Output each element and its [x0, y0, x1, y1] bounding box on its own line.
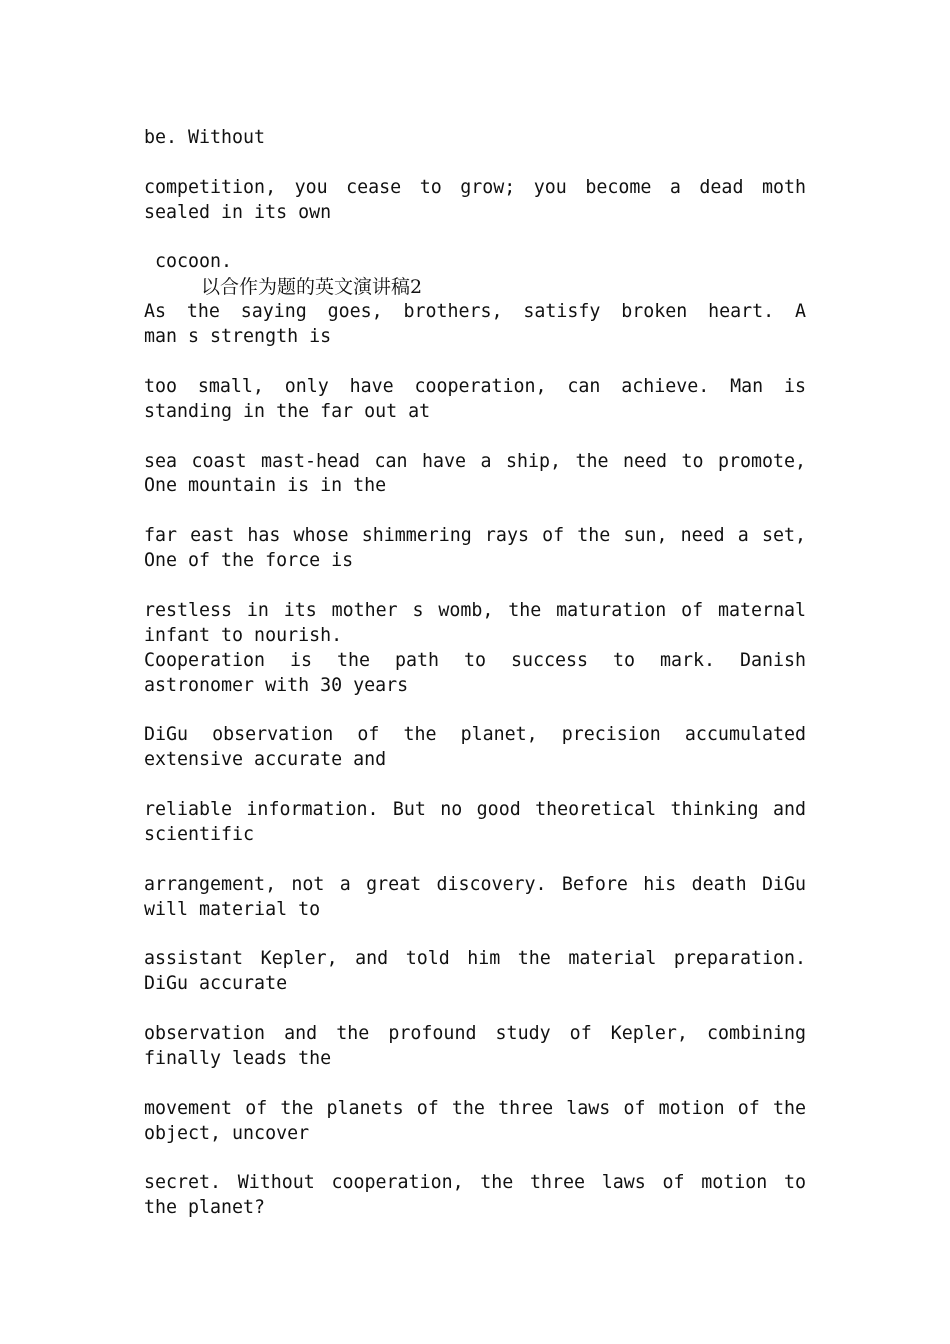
text-line: One mountain is in the — [144, 475, 387, 497]
text-line: far east has whose shimmering rays of the sun, need a set, — [144, 525, 806, 547]
blank-line — [144, 773, 806, 798]
text-line: competition, you cease to grow; you become a dead moth — [144, 176, 806, 198]
document-body — [144, 126, 806, 1221]
text-line: astronomer with 30 years — [144, 674, 409, 696]
text-line: restless in its mother s womb, the maturation of maternal — [144, 599, 806, 621]
text-line: observation and the profound study of Kepler, combining — [144, 1023, 806, 1045]
text-line: assistant Kepler, and told him the material preparation. — [144, 948, 806, 970]
text-line: standing in the far out at — [144, 400, 431, 422]
text-line: reliable information. But no good theoretical thinking and — [144, 799, 806, 821]
text-line: As the saying goes, brothers, satisfy broken heart. A — [144, 301, 806, 323]
blank-line — [144, 698, 806, 723]
text-line: secret. Without cooperation, the three laws of motion to — [144, 1172, 806, 1194]
text-line: the planet? — [144, 1197, 266, 1219]
blank-line — [144, 151, 806, 176]
blank-line — [144, 1072, 806, 1097]
text-line: movement of the planets of the three laws of motion of the — [144, 1097, 806, 1119]
text-line: man s strength is — [144, 326, 332, 348]
blank-line — [144, 350, 806, 375]
text-line: One of the force is — [144, 550, 354, 572]
text-line: will material to — [144, 898, 321, 920]
text-line: scientific — [144, 823, 255, 845]
text-line: finally leads the — [144, 1047, 332, 1069]
text-line: sea coast mast-head can have a ship, the need to promote, — [144, 450, 806, 472]
blank-line — [144, 425, 806, 450]
text-line: Cooperation is the path to success to mark. Danish — [144, 649, 806, 671]
text-line: too small, only have cooperation, can achieve. Man is — [144, 375, 806, 397]
section-heading: 以合作为题的英文演讲稿2 — [201, 276, 423, 299]
blank-line — [144, 848, 806, 873]
text-line: be. Without — [144, 127, 266, 148]
blank-line — [144, 923, 806, 948]
text-line: arrangement, not a great discovery. Before his death DiGu — [144, 873, 806, 895]
text-line: DiGu observation of the planet, precision accumulated — [144, 724, 806, 746]
text-line: infant to nourish. — [144, 624, 343, 646]
blank-line — [144, 1147, 806, 1172]
text-line: sealed in its own — [144, 201, 332, 223]
blank-line — [144, 574, 806, 599]
text-line: object, uncover — [144, 1122, 310, 1144]
text-line: extensive accurate and — [144, 749, 387, 771]
blank-line — [144, 226, 806, 251]
blank-line — [144, 499, 806, 524]
text-line: DiGu accurate — [144, 973, 288, 995]
blank-line — [144, 997, 806, 1022]
text-line: cocoon. — [144, 251, 233, 273]
